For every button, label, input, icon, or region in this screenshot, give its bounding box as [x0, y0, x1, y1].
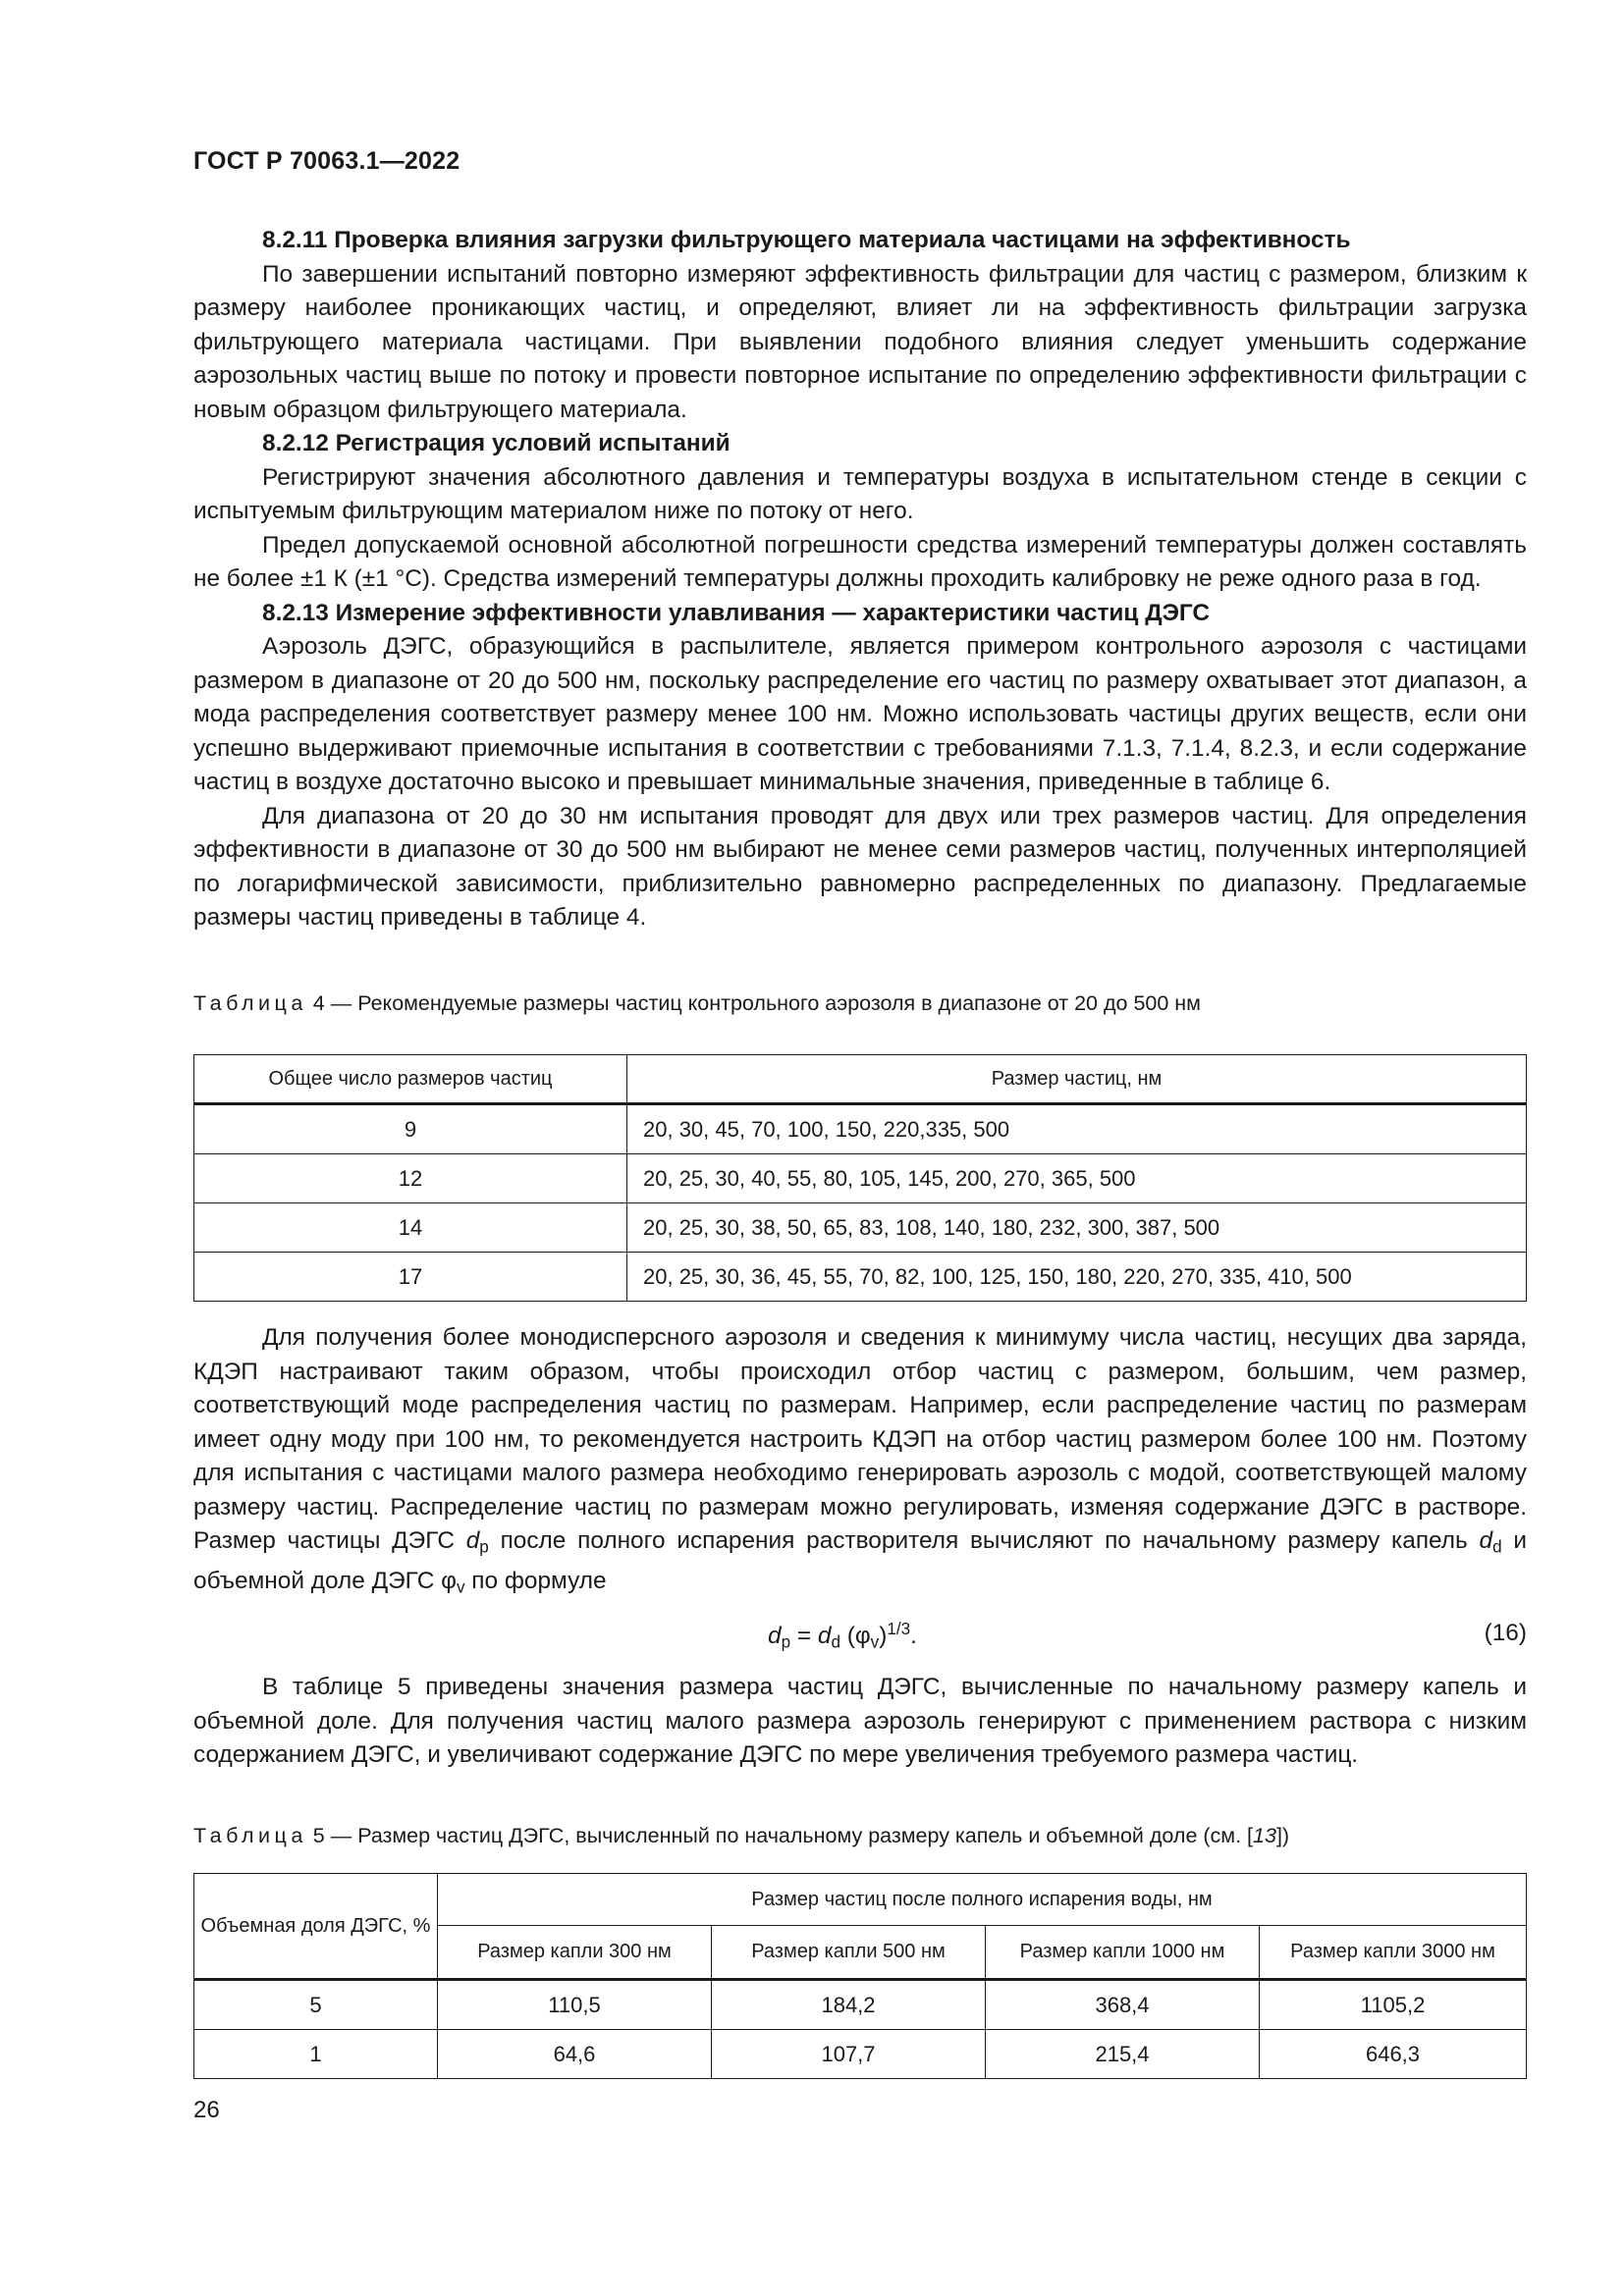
section-heading-8-2-12: 8.2.12 Регистрация условий испытаний	[262, 430, 731, 456]
column-group-header: Размер частиц после полного испарения воды, нм	[438, 1874, 1527, 1926]
document-header: ГОСТ Р 70063.1—2022	[193, 147, 460, 175]
table-cell: 110,5	[438, 1980, 712, 2030]
caption-text: 5 — Размер частиц ДЭГС, вычисленный по начальному размеру капель и объемной доле (см. [	[306, 1824, 1254, 1847]
section-heading-8-2-13: 8.2.13 Измерение эффективности улавливания — характеристики частиц ДЭГС	[262, 599, 1211, 626]
text-run: по формуле	[464, 1567, 607, 1594]
formula-expression	[768, 1620, 917, 1652]
table-cell: 20, 30, 45, 70, 100, 150, 220,335, 500	[627, 1104, 1527, 1154]
math-var: d	[1479, 1527, 1493, 1554]
table-cell: 20, 25, 30, 38, 50, 65, 83, 108, 140, 180, 232, 300, 387, 500	[627, 1203, 1527, 1253]
paragraph: Аэрозоль ДЭГС, образующийся в распылителе, является примером контрольного аэрозоля с частицами размером в диапазоне от 20 до 500 нм, поскольку распределение его частиц по размеру охватывает этот диапазон, а мода распределения соответствует размеру менее 100 нм. Можно использовать частицы других веществ, если они успешно выдерживают приемочные испытания в соответствии с требованиями 7.1.3, 7.1.4, 8.2.3, и если содержание частиц в воздухе достаточно высоко и превышает минимальные значения, приведенные в таблице 6.	[193, 633, 1527, 795]
table-row	[194, 1980, 1527, 2030]
math-symbol: φ	[441, 1567, 457, 1594]
column-header: Объемная доля ДЭГС, %	[194, 1874, 438, 1980]
table-cell: 1	[194, 2030, 438, 2079]
table-cell: 368,4	[986, 1980, 1260, 2030]
table-row	[194, 1203, 1527, 1253]
text-run: и объемной доле ДЭГС	[193, 1527, 1527, 1594]
table-cell: 17	[194, 1253, 627, 1302]
paragraph	[193, 1321, 1527, 1605]
caption-word: Таблица	[193, 1824, 307, 1847]
column-header: Размер частиц, нм	[627, 1055, 1527, 1104]
math-symbol: )	[879, 1623, 888, 1650]
table-5	[193, 1873, 1527, 2079]
caption-word: Таблица	[193, 991, 307, 1015]
table-cell: 184,2	[712, 1980, 986, 2030]
table-row	[194, 1104, 1527, 1154]
table-cell: 64,6	[438, 2030, 712, 2079]
text-run: Для получения более монодисперсного аэрозоля и сведения к минимуму числа частиц, несущих два заряда, КДЭП настраивают таким образом, чтобы происходил отбор частиц с размером, большим, чем размер, соответствующий моде распределения частиц по размерам. Например, если распределение частиц по размерам имеет одну моду при 100 нм, то рекомендуется настроить КДЭП на отбор частиц размером более 100 нм. Поэтому для испытания с частицами малого размера необходимо генерировать аэрозоль с модой, соответствующей малому размеру частиц. Распределение частиц по размерам можно регулировать, изменяя содержание ДЭГС в растворе. Размер частицы ДЭГС	[193, 1324, 1527, 1554]
table-cell: 20, 25, 30, 40, 55, 80, 105, 145, 200, 270, 365, 500	[627, 1154, 1527, 1203]
formula-16	[193, 1620, 1527, 1659]
table-header-row	[194, 1055, 1527, 1104]
math-op: .	[910, 1623, 917, 1650]
column-header: Размер капли 500 нм	[712, 1926, 986, 1980]
table-4	[193, 1054, 1527, 1302]
math-subscript: d	[1492, 1537, 1502, 1557]
math-subscript: p	[781, 1632, 791, 1652]
paragraph-block-10	[193, 1671, 1527, 1773]
math-subscript: p	[479, 1537, 489, 1557]
column-header: Размер капли 3000 нм	[1260, 1926, 1527, 1980]
math-var: d	[817, 1623, 832, 1650]
text-run: после полного испарения растворителя вычисляют по начальному размеру капель	[488, 1527, 1480, 1554]
math-subscript: d	[831, 1632, 840, 1652]
table-cell: 107,7	[712, 2030, 986, 2079]
math-var: d	[465, 1527, 480, 1554]
column-header: Общее число размеров частиц	[194, 1055, 627, 1104]
table-5-caption	[193, 1824, 1289, 1848]
paragraph: По завершении испытаний повторно измеряют эффективность фильтрации для частиц с размером, близким к размеру наиболее проникающих частиц, и определяют, влияет ли на эффективность фильтрации загрузка фильтрующего материала частицами. При выявлении подобного влияния следует уменьшить содержание аэрозольных частиц выше по потоку и провести повторное испытание по определению эффективности фильтрации с новым образцом фильтрующего материала.	[193, 260, 1527, 423]
page-number: 26	[193, 2097, 220, 2123]
column-header: Размер капли 300 нм	[438, 1926, 712, 1980]
caption-reference: 13	[1253, 1824, 1276, 1847]
table-cell: 5	[194, 1980, 438, 2030]
math-subscript: v	[456, 1577, 465, 1597]
table-cell: 1105,2	[1260, 1980, 1527, 2030]
table-cell: 20, 25, 30, 36, 45, 55, 70, 82, 100, 125, 150, 180, 220, 270, 335, 410, 500	[627, 1253, 1527, 1302]
paragraph-block-9	[193, 1321, 1527, 1605]
table-cell: 12	[194, 1154, 627, 1203]
caption-text: 4 — Рекомендуемые размеры частиц контрольного аэрозоля в диапазоне от 20 до 500 нм	[306, 991, 1201, 1015]
math-op: =	[790, 1623, 818, 1650]
paragraph: Регистрируют значения абсолютного давления и температуры воздуха в испытательном стенде в секции с испытуемым фильтрующим материалом ниже по потоку от него.	[193, 463, 1527, 524]
math-exponent: 1/3	[887, 1620, 911, 1638]
table-cell: 646,3	[1260, 2030, 1527, 2079]
column-header: Размер капли 1000 нм	[986, 1926, 1260, 1980]
table-cell: 14	[194, 1203, 627, 1253]
math-var: d	[768, 1623, 782, 1650]
paragraph: Для диапазона от 20 до 30 нм испытания проводят для двух или трех размеров частиц. Для определения эффективности в диапазоне от 30 до 500 нм выбирают не менее семи размеров частиц, полученных интерполяцией по логарифмической зависимости, приблизительно равномерно распределенных по диапазону. Предлагаемые размеры частиц приведены в таблице 4.	[193, 802, 1527, 931]
math-subscript: v	[870, 1632, 880, 1652]
section-heading-8-2-11: 8.2.11 Проверка влияния загрузки фильтрующего материала частицами на эффективность	[262, 227, 1351, 253]
table-row	[194, 1253, 1527, 1302]
math-symbol: (φ	[839, 1623, 871, 1650]
table-row	[194, 1154, 1527, 1203]
table-row	[194, 2030, 1527, 2079]
table-cell: 9	[194, 1104, 627, 1154]
table-header-row	[194, 1874, 1527, 1926]
body-text	[193, 224, 1527, 935]
table-cell: 215,4	[986, 2030, 1260, 2079]
caption-text-end: ])	[1275, 1824, 1290, 1847]
paragraph: Предел допускаемой основной абсолютной погрешности средства измерений температуры должен составлять не более ±1 К (±1 °С). Средства измерений температуры должны проходить калибровку не реже одного раза в год.	[193, 531, 1527, 592]
paragraph: В таблице 5 приведены значения размера частиц ДЭГС, вычисленные по начальному размеру капель и объемной доле. Для получения частиц малого размера аэрозоль генерируют с применением раствора с низким содержанием ДЭГС, и увеличивают содержание ДЭГС по мере увеличения требуемого размера частиц.	[193, 1674, 1527, 1768]
formula-number: (16)	[1484, 1620, 1527, 1646]
table-4-caption	[193, 991, 1201, 1016]
